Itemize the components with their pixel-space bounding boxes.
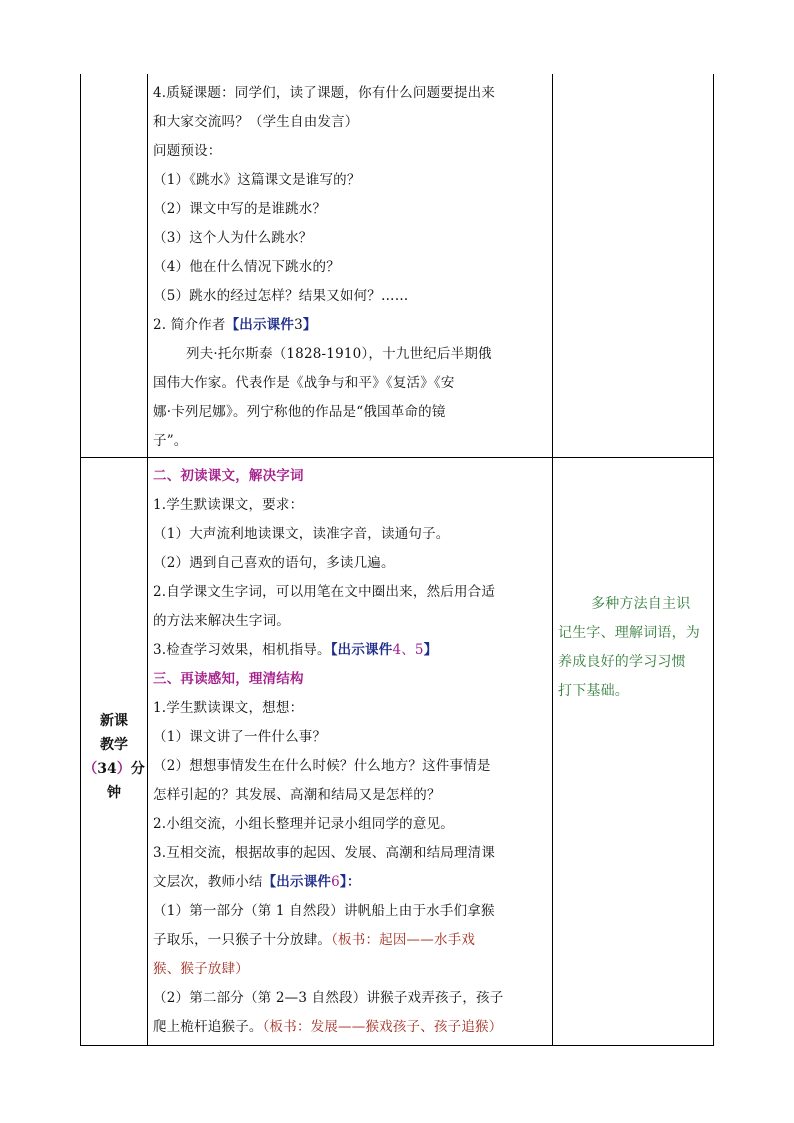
table-border-left	[80, 74, 81, 1046]
top-content-cell	[153, 79, 549, 456]
author-bio-line: 子”。	[153, 433, 188, 449]
question-line: 4.质疑课题：同学们，读了课题，你有什么问题要提出来	[153, 85, 496, 101]
author-bio-line: 国伟大作家。代表作是《战争与和平》《复活》《安	[153, 375, 455, 391]
design-note-line: 打下基础。	[558, 683, 629, 699]
step-line: （2）遇到自己喜欢的语句，多读几遍。	[153, 555, 395, 571]
design-note-line: 记生字、理解词语，为	[558, 625, 700, 641]
blackboard-note: （板书：起因——水手戏	[331, 932, 476, 948]
table-divider-2	[552, 74, 553, 1046]
section-heading: 三、再读感知，理清结构	[153, 671, 304, 687]
section-label-line: 教学	[100, 737, 128, 753]
structure-line: 爬上桅杆追猴子。（板书：发展——猴戏孩子、孩子追猴）	[153, 1019, 503, 1035]
preset-item: （4）他在什么情况下跳水的？	[153, 259, 340, 275]
step-line: 1.学生默读课文，想想：	[153, 700, 304, 716]
courseware-tag: 【出示课件6】：	[262, 874, 361, 890]
structure-line: （1）第一部分（第 1 自然段）讲帆船上由于水手们拿猴	[153, 903, 495, 919]
structure-line: 子取乐，一只猴子十分放肆。（板书：起因——水手戏	[153, 932, 476, 948]
preset-item: （2）课文中写的是谁跳水？	[153, 201, 327, 217]
section-heading: 二、初读课文，解决字词	[153, 468, 304, 484]
blackboard-note: （板书：发展——猴戏孩子、孩子追猴）	[262, 1019, 503, 1035]
table-border-right	[713, 74, 714, 1046]
design-note-line: 养成良好的学习习惯	[558, 654, 686, 670]
question-line: 和大家交流吗？（学生自由发言）	[153, 114, 359, 130]
design-note-cell	[558, 590, 710, 706]
section-label-line: 新课	[100, 713, 128, 729]
step-line: （2）想想事情发生在什么时候？什么地方？这件事情是	[153, 758, 491, 774]
preset-heading: 问题预设：	[153, 143, 222, 159]
table-row-divider	[80, 457, 714, 458]
step-line: 2.小组交流，小组长整理并记录小组同学的意见。	[153, 816, 454, 832]
courseware-tag: 【出示课件4、5】	[330, 642, 438, 658]
section-label-line: 钟	[107, 785, 121, 801]
step-line: 怎样引起的？其发展、高潮和结局又是怎样的？	[153, 787, 441, 803]
author-intro-label: 2. 简介作者	[153, 317, 226, 333]
design-note-line: 多种方法自主识	[591, 596, 691, 612]
step-line: （1）课文讲了一件什么事？	[153, 729, 327, 745]
step-line: 1.学生默读课文，要求：	[153, 497, 304, 513]
author-intro-line	[153, 311, 549, 340]
blackboard-note: 猴、猴子放肆）	[153, 961, 249, 977]
author-bio-line: 列夫·托尔斯泰（1828-1910），十九世纪后半期俄	[186, 346, 492, 362]
courseware-tag: 【出示课件3】	[225, 317, 317, 333]
section-label-duration: （34）分	[83, 761, 145, 777]
table-border-bottom	[80, 1045, 714, 1046]
preset-item: （3）这个人为什么跳水？	[153, 230, 313, 246]
structure-line: （2）第二部分（第 2—3 自然段）讲猴子戏弄孩子，孩子	[153, 990, 504, 1006]
step-line: 2.自学课文生字词，可以用笔在文中圈出来，然后用合适	[153, 584, 496, 600]
section-label	[81, 709, 147, 805]
table-divider-1	[147, 74, 148, 1046]
preset-item: （1）《跳水》这篇课文是谁写的？	[153, 172, 361, 188]
step-line: 文层次，教师小结【出示课件6】：	[153, 874, 361, 890]
step-line: 3.互相交流，根据故事的起因、发展、高潮和结局理清课	[153, 845, 496, 861]
step-line: （1）大声流利地读课文，读准字音，读通句子。	[153, 526, 450, 542]
step-line: 3.检查学习效果，相机指导。【出示课件4、5】	[153, 642, 438, 658]
main-content-cell	[153, 462, 549, 1042]
preset-item: （5）跳水的经过怎样？结果又如何？……	[153, 288, 409, 304]
step-line: 的方法来解决生字词。	[153, 613, 290, 629]
author-bio-line: 娜·卡列尼娜》。列宁称他的作品是“俄国革命的镜	[153, 404, 446, 420]
